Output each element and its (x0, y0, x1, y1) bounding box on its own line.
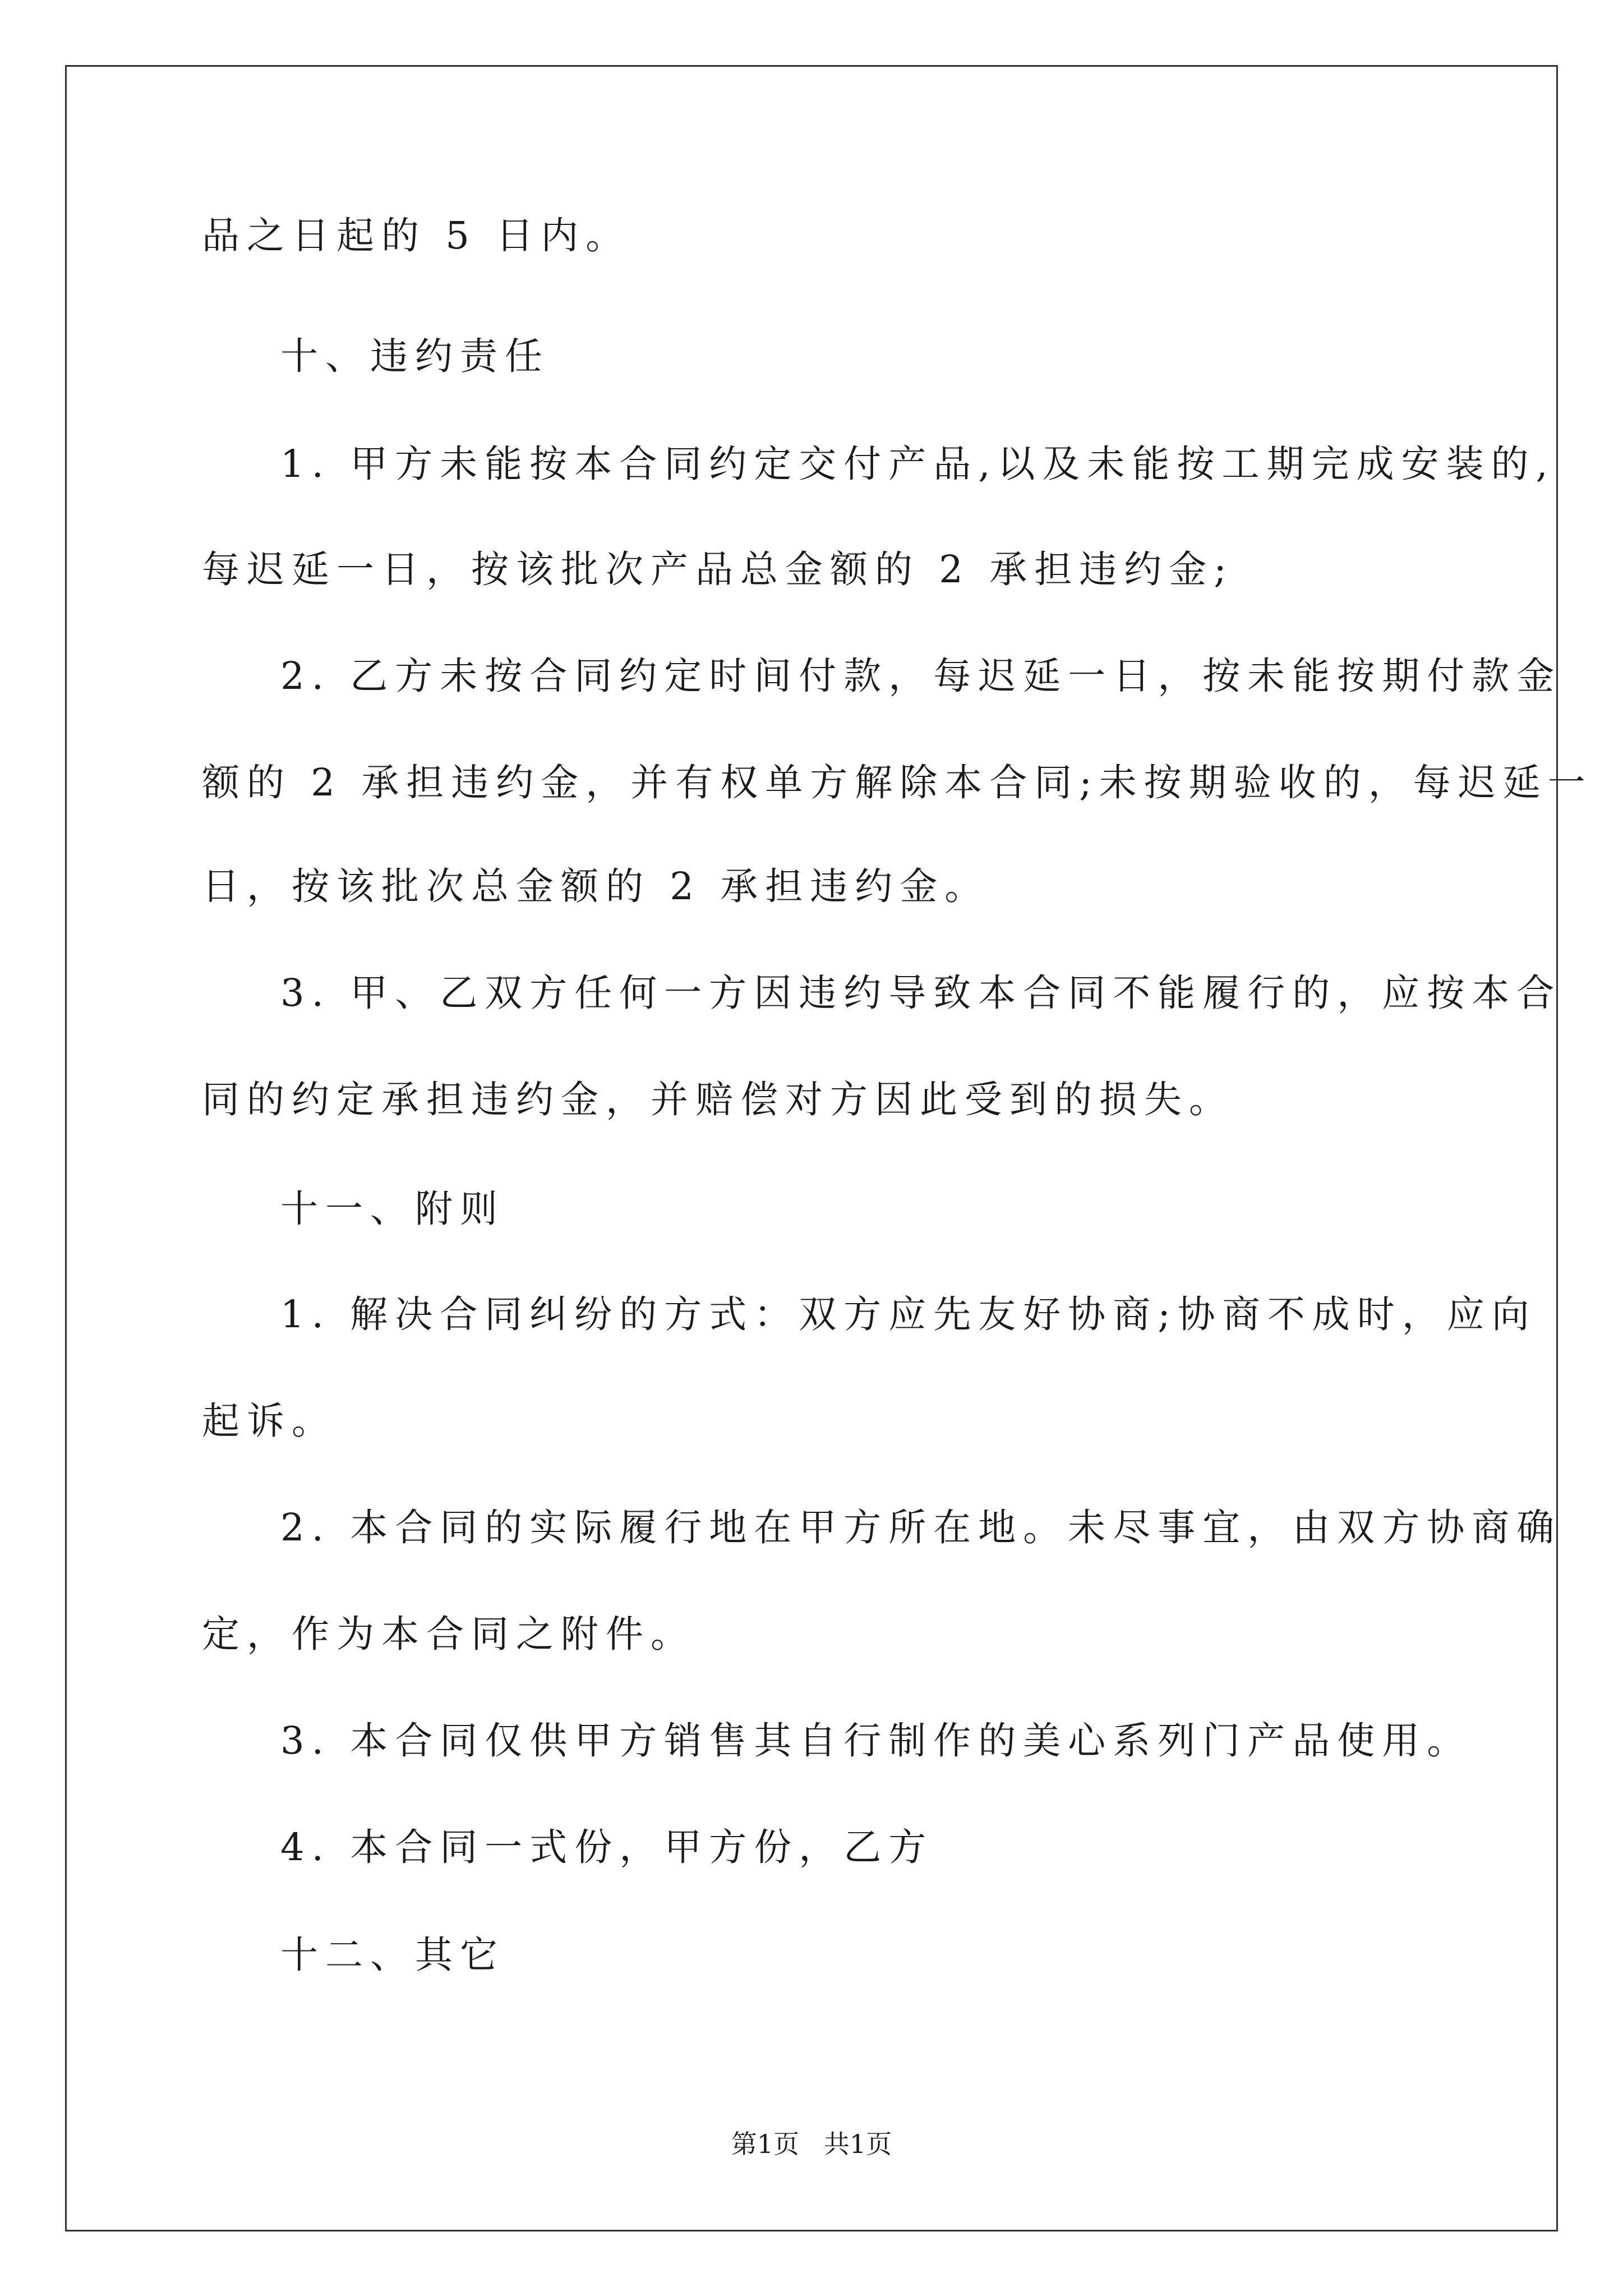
text-line-12: 起诉。 (202, 1399, 336, 1443)
text-line-15: 3. 本合同仅供甲方销售其自行制作的美心系列门产品使用。 (280, 1719, 1472, 1763)
text-line-14: 定，作为本合同之附件。 (202, 1612, 695, 1656)
page-frame (65, 65, 1558, 2231)
text-line-9: 同的约定承担违约金，并赔偿对方因此受到的损失。 (202, 1078, 1234, 1121)
text-line-16: 4. 本合同一式份，甲方份，乙方 (280, 1825, 934, 1869)
text-line-1: 品之日起的 5 日内。 (202, 214, 631, 257)
text-line-8: 3. 甲、乙双方任何一方因违约导致本合同不能履行的，应按本合 (280, 971, 1562, 1015)
section-heading-11: 十一、附则 (280, 1187, 505, 1231)
text-line-7: 日，按该批次总金额的 2 承担违约金。 (202, 864, 990, 908)
section-heading-10: 十、违约责任 (280, 334, 550, 378)
section-heading-12: 十二、其它 (280, 1933, 505, 1977)
text-line-6: 额的 2 承担违约金，并有权单方解除本合同;未按期验收的，每迟延一 (202, 761, 1593, 804)
text-line-4: 每迟延一日，按该批次产品总金额的 2 承担违约金; (202, 547, 1234, 591)
page-footer: 第1页 共1页 (731, 2129, 892, 2159)
text-line-11: 1. 解决合同纠纷的方式：双方应先友好协商;协商不成时，应向 (280, 1292, 1537, 1336)
text-line-5: 2. 乙方未按合同约定时间付款，每迟延一日，按未能按期付款金 (280, 654, 1562, 698)
text-line-3: 1. 甲方未能按本合同约定交付产品,以及未能按工期完成安装的, (280, 442, 1555, 486)
text-line-13: 2. 本合同的实际履行地在甲方所在地。未尽事宜，由双方协商确 (280, 1506, 1562, 1549)
